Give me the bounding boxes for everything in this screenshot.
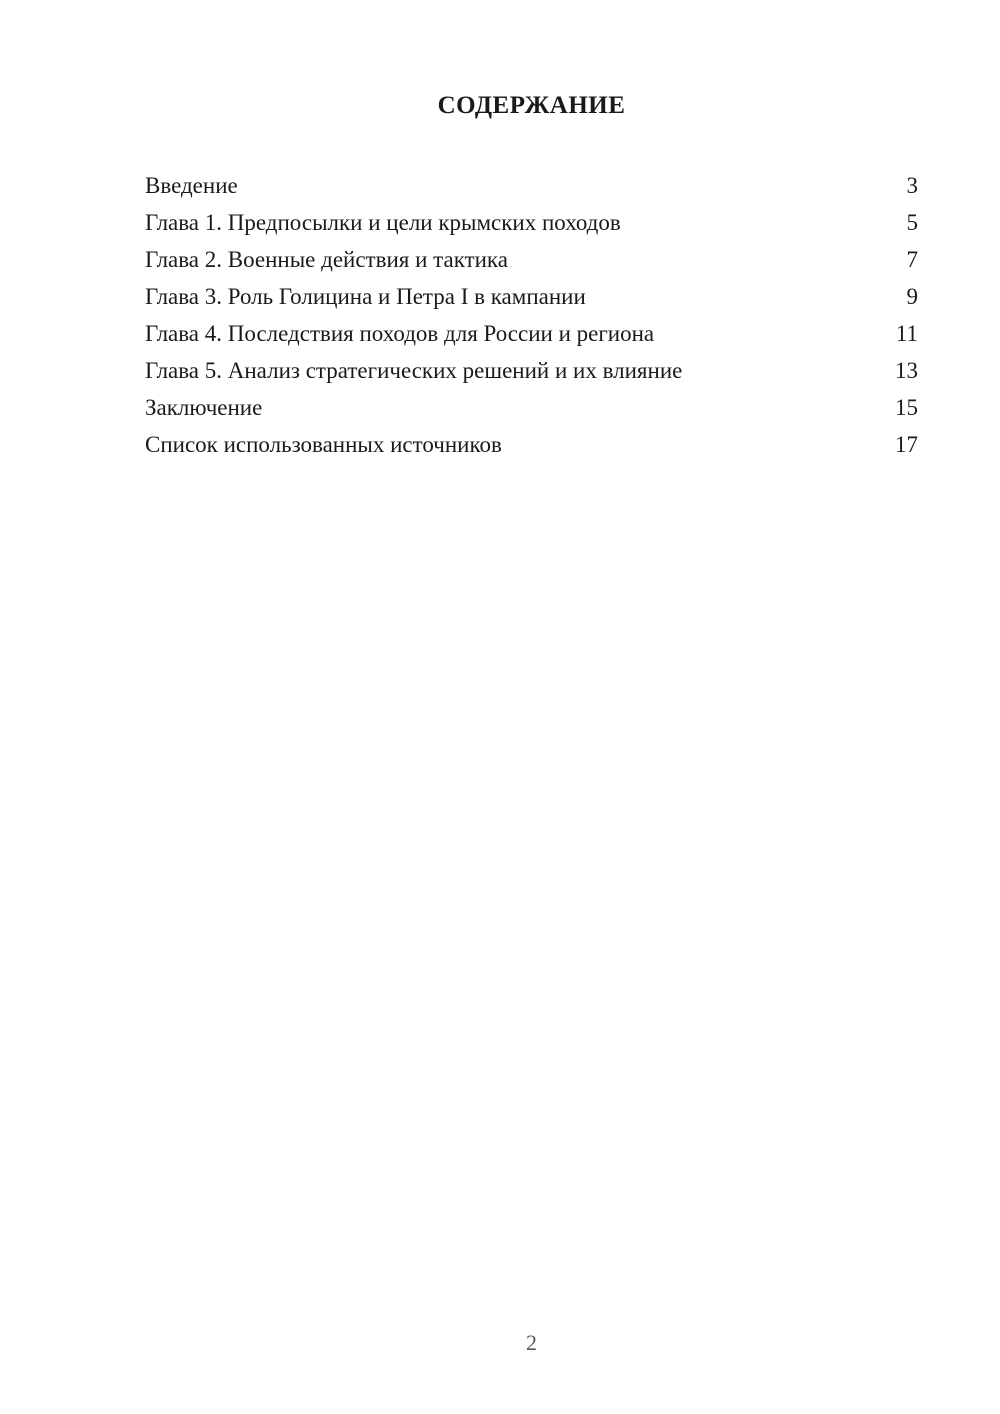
toc-entry-page: 5 <box>906 210 918 235</box>
toc-entry <box>145 352 918 389</box>
toc-entry-label: Введение <box>145 173 238 198</box>
toc-entry <box>145 241 918 278</box>
toc-entry-label: Список использованных источников <box>145 432 502 457</box>
toc-entry <box>145 315 918 352</box>
table-of-contents <box>145 167 918 463</box>
toc-entry-page: 9 <box>906 284 918 309</box>
toc-entry-page: 11 <box>895 321 918 346</box>
toc-entry-label: Глава 4. Последствия походов для России и региона <box>145 321 655 346</box>
toc-entry <box>145 278 918 315</box>
page-title: СОДЕРЖАНИЕ <box>437 92 626 119</box>
toc-entry <box>145 426 918 463</box>
toc-entry-page: 15 <box>895 395 918 420</box>
toc-entry-label: Заключение <box>145 395 263 420</box>
toc-entry-page: 3 <box>906 173 918 198</box>
toc-entry <box>145 389 918 426</box>
toc-entry <box>145 167 918 204</box>
toc-entry-label: Глава 5. Анализ стратегических решений и их влияние <box>145 358 683 383</box>
toc-entry-page: 13 <box>895 358 918 383</box>
toc-entry-label: Глава 1. Предпосылки и цели крымских походов <box>145 210 621 235</box>
page-number: 2 <box>526 1330 537 1355</box>
toc-entry-label: Глава 2. Военные действия и тактика <box>145 247 508 272</box>
toc-entry-label: Глава 3. Роль Голицина и Петра I в кампании <box>145 284 586 309</box>
toc-entry <box>145 204 918 241</box>
toc-entry-page: 7 <box>906 247 918 272</box>
toc-entry-page: 17 <box>895 432 918 457</box>
